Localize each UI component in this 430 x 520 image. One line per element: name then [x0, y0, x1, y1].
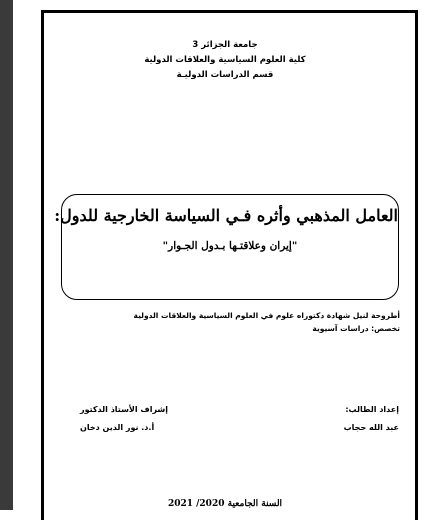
department-name: قسم الدراسات الدوليـة — [176, 70, 274, 80]
academic-year: السنة الجامعية 2020/ 2021 — [167, 499, 283, 509]
dark-side-bar — [0, 0, 13, 510]
student-name: عبد الله حجاب — [343, 423, 399, 432]
thesis-subtitle: "إيران وعلاقتـها بـدول الجـوار" — [162, 240, 298, 252]
university-name: جامعة الجزائر 3 — [192, 40, 258, 50]
faculty-name: كلية العلوم السياسية والعلاقات الدولية — [144, 55, 306, 65]
specialty: تخصص: دراسات آسيوية — [312, 324, 400, 333]
thesis-title: العامل المذهبي وأثره فـي السياسة الخارجية للدول: — [54, 206, 398, 225]
supervisor-name: أ.د. نور الدين دخان — [80, 423, 155, 432]
supervisor-label: إشراف الأستاذ الدكتور — [80, 405, 169, 414]
degree-statement: أطروحة لنيل شهادة دكتوراه علوم في العلوم السياسية والعلاقات الدولية — [133, 311, 400, 320]
student-label: إعداد الطالب: — [345, 405, 399, 414]
